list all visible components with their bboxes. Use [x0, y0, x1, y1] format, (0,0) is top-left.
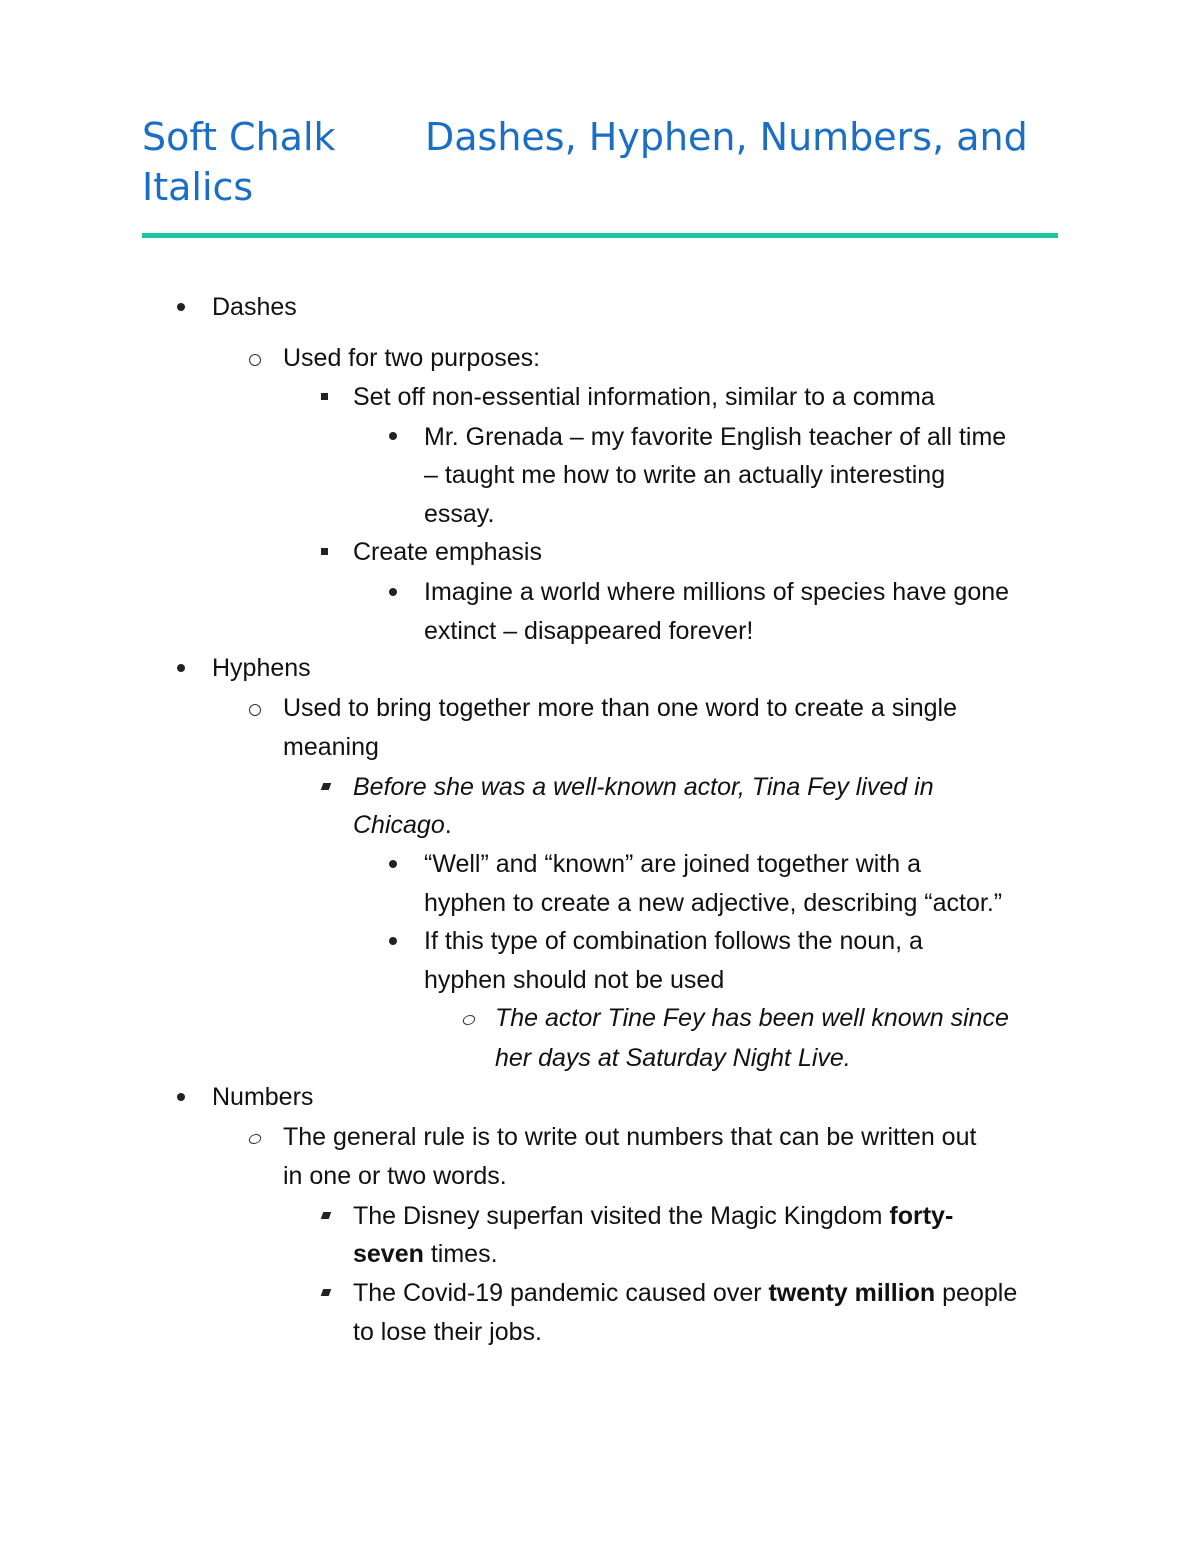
title-part-topic: Dashes, Hyphen, Numbers, and — [425, 115, 1028, 159]
bullet-square-icon — [321, 783, 332, 790]
dashes-example2-line2: extinct – disappeared forever! — [424, 617, 754, 645]
dashes-purpose: Used for two purposes: — [283, 344, 541, 372]
numbers-example2-text: The Covid-19 pandemic caused over — [353, 1279, 769, 1307]
dashes-example1-line2: – taught me how to write an actually interesting — [424, 461, 946, 489]
bullet-dot-icon — [177, 1093, 185, 1101]
title-part-italics: Italics — [142, 165, 254, 209]
dashes-example1-line1: Mr. Grenada – my favorite English teacher of all time — [424, 423, 1007, 451]
numbers-example1-line2 — [353, 1239, 498, 1269]
hyphens-note1-line1: “Well” and “known” are joined together with a — [424, 850, 922, 878]
bullet-square-icon — [321, 548, 328, 555]
bullet-dot-icon — [389, 588, 397, 596]
numbers-example1-text: times. — [423, 1240, 498, 1268]
hyphens-usage-line1: Used to bring together more than one word to create a single — [283, 694, 958, 722]
section-dashes-heading: Dashes — [212, 293, 297, 321]
hyphens-note2-line1: If this type of combination follows the noun, a — [424, 927, 923, 955]
numbers-example1-line1 — [353, 1201, 953, 1231]
bullet-circle-icon — [249, 704, 261, 716]
page-title — [142, 112, 1082, 212]
numbers-example1-bold: forty- — [889, 1202, 954, 1230]
dashes-example1-line3: essay. — [424, 500, 495, 528]
numbers-example2-bold: twenty million — [768, 1279, 936, 1307]
bullet-dot-icon — [177, 664, 185, 672]
hyphens-note2-example-line2: her days at Saturday Night Live. — [495, 1044, 851, 1072]
bullet-circle-icon — [462, 1015, 477, 1025]
hyphens-note2-line2: hyphen should not be used — [424, 966, 725, 994]
hyphens-example-line2 — [353, 810, 452, 840]
bullet-square-icon — [321, 1289, 332, 1296]
hyphens-note2-example-line1: The actor Tine Fey has been well known since — [495, 1004, 1009, 1032]
hyphens-example-period: . — [444, 811, 452, 839]
dashes-emphasis: Create emphasis — [353, 538, 542, 566]
bullet-dot-icon — [389, 937, 397, 945]
bullet-dot-icon — [389, 432, 397, 440]
dashes-setoff: Set off non-essential information, similar to a comma — [353, 383, 935, 411]
numbers-rule-line1: The general rule is to write out numbers that can be written out — [283, 1123, 977, 1151]
bullet-square-icon — [321, 1212, 332, 1219]
hyphens-note1-line2: hyphen to create a new adjective, describing “actor.” — [424, 889, 1003, 917]
hyphens-example-city: Chicago — [353, 811, 445, 839]
hyphens-usage-line2: meaning — [283, 733, 379, 761]
bullet-circle-icon — [248, 1134, 263, 1144]
numbers-example2-line1 — [353, 1278, 1017, 1308]
numbers-example2-line2: to lose their jobs. — [353, 1318, 542, 1346]
numbers-rule-line2: in one or two words. — [283, 1162, 507, 1190]
bullet-dot-icon — [389, 860, 397, 868]
bullet-square-icon — [321, 393, 328, 400]
numbers-example1-bold: seven — [353, 1240, 424, 1268]
title-underline — [142, 233, 1058, 238]
title-part-soft-chalk: Soft Chalk — [142, 115, 336, 159]
dashes-example2-line1: Imagine a world where millions of species have gone — [424, 578, 1010, 606]
section-numbers-heading: Numbers — [212, 1083, 314, 1111]
bullet-circle-icon — [249, 354, 261, 366]
section-hyphens-heading: Hyphens — [212, 654, 311, 682]
numbers-example1-text: The Disney superfan visited the Magic Kingdom — [353, 1202, 890, 1230]
numbers-example2-text: people — [935, 1279, 1018, 1307]
hyphens-example-line1: Before she was a well-known actor, Tina Fey lived in — [353, 773, 934, 801]
bullet-dot-icon — [177, 303, 185, 311]
